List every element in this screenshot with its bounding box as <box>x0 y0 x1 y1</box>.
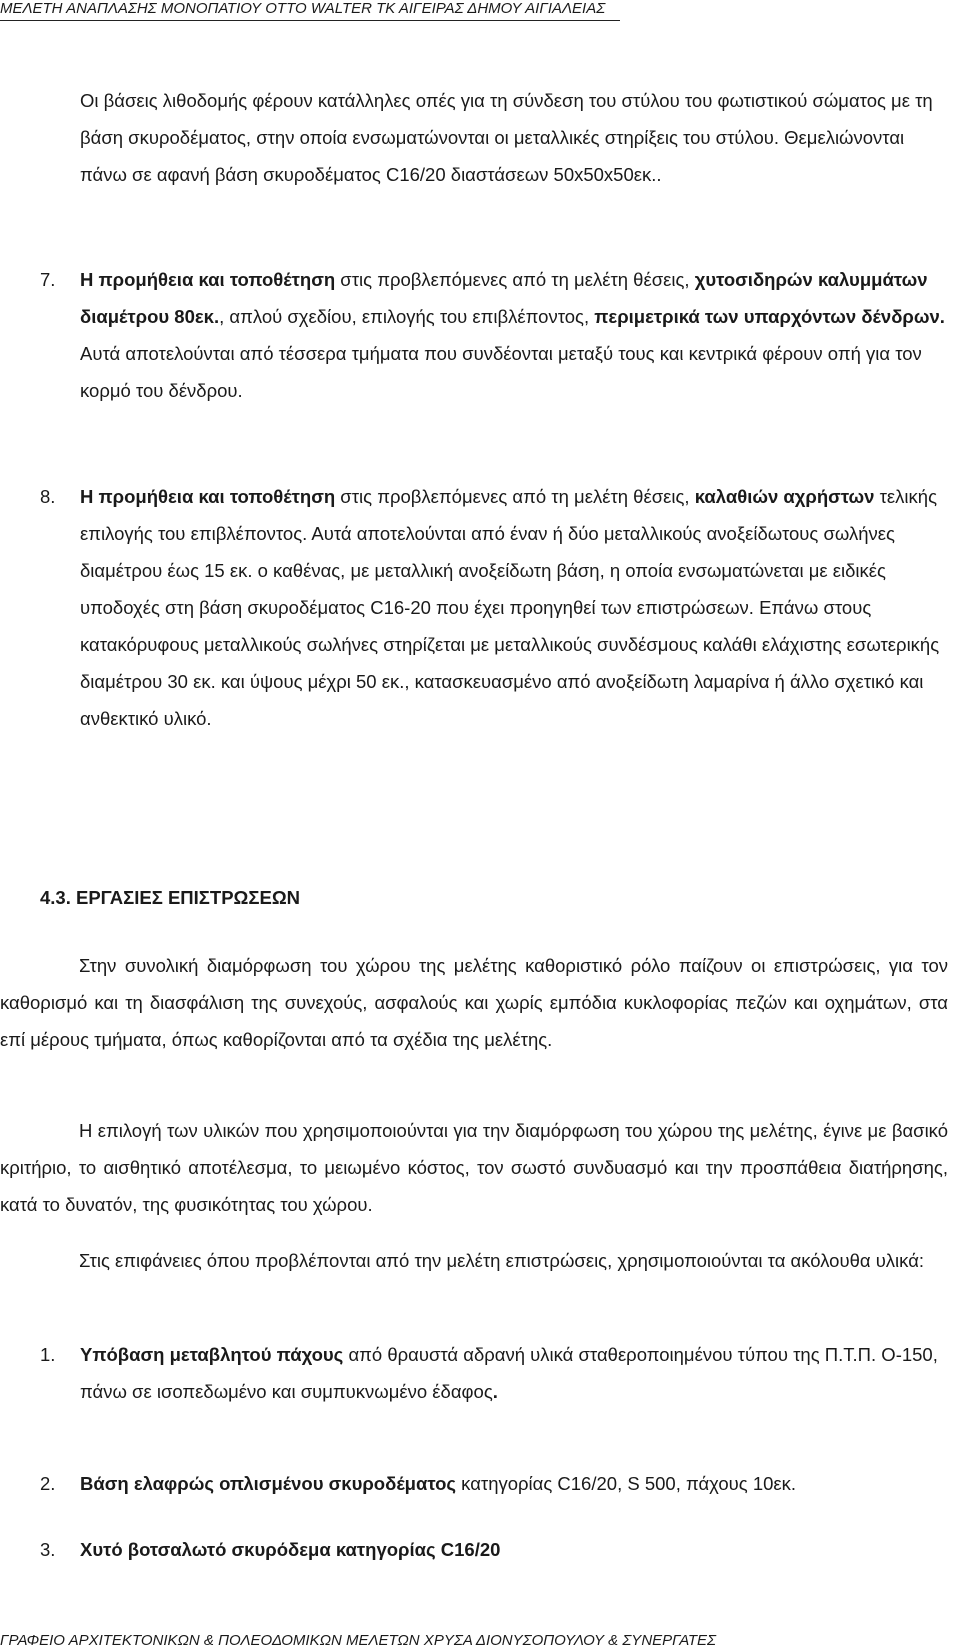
material-1-number: 1. <box>40 1344 56 1365</box>
section-heading: 4.3. ΕΡΓΑΣΙΕΣ ΕΠΙΣΤΡΩΣΕΩΝ <box>40 887 301 908</box>
item-7-bold-1: Η προμήθεια και τοποθέτηση <box>80 269 336 290</box>
item-8-number: 8. <box>40 486 56 507</box>
section-paragraph-1: Στην συνολική διαμόρφωση του χώρου της μελέτης καθοριστικό ρόλο παίζουν οι επιστρώσεις, για τον καθορισμό και τη διασφάλιση της συνεχούς, ασφαλούς και χωρίς εμπόδια κυκλοφορίας πεζών και οχημάτων, στα επί μέρους τμήματα, όπως καθορίζονται από τα σχέδια της μελέτης. <box>0 955 948 1050</box>
item-7-description: Αυτά αποτελούνται από τέσσερα τμήματα που συνδέονται μεταξύ τους και κεντρικά φέρουν οπή για τον κορμό του δένδρου. <box>80 343 922 401</box>
item-7-main <box>80 261 948 335</box>
section-paragraph-2: Η επιλογή των υλικών που χρησιμοποιούνται για την διαμόρφωση του χώρου της μελέτης, έγινε με βασικό κριτήριο, το αισθητικό αποτέλεσμα, το μειωμένο κόστος, τον σωστό συνδυασμό και την προσπάθεια διατήρησης, κατά το δυνατόν, της φυσικότητας του χώρου. <box>0 1120 948 1215</box>
material-1-text: από θραυστά αδρανή υλικά σταθεροποιημένου τύπου της Π.Τ.Π. Ο-150, πάνω σε ισοπεδωμένο και συμπυκνωμένο έδαφος <box>80 1344 938 1402</box>
material-2-text: κατηγορίας C16/20, S 500, πάχους 10εκ. <box>456 1473 797 1494</box>
running-header <box>0 0 620 21</box>
material-2 <box>80 1465 948 1502</box>
material-1-bold: Υπόβαση μεταβλητού πάχους <box>80 1344 344 1365</box>
item-7-bold-2: χυτοσιδηρών καλυμμάτων διαμέτρου 80εκ. <box>80 269 928 327</box>
material-3 <box>80 1531 948 1568</box>
material-3-bold: Χυτό βοτσαλωτό σκυρόδεμα κατηγορίας C16/20 <box>80 1539 501 1560</box>
item-8-bold-2: καλαθιών αχρήστων <box>694 486 875 507</box>
item-7-bold-3: περιμετρικά των υπαρχόντων δένδρων. <box>594 306 945 327</box>
intro-paragraph: Οι βάσεις λιθοδομής φέρουν κατάλληλες οπές για τη σύνδεση του στύλου του φωτιστικού σώματος με τη βάση σκυροδέματος, στην οποία ενσωματώνονται οι μεταλλικές στηρίξεις του στύλου. Θεμελιώνονται πάνω σε αφανή βάση σκυροδέματος C16/20 διαστάσεων 50x50x50εκ.. <box>80 90 933 185</box>
item-8-text-2: τελικής επιλογής του επιβλέποντος. Αυτά αποτελούνται από έναν ή δύο μεταλλικούς ανοξείδωτους σωλήνες διαμέτρου έως 15 εκ. ο καθένας, με μεταλλική ανοξείδωτη βάση, η οποία ενσωματώνεται με ειδικές υποδοχές στη βάση σκυροδέματος C16-20 που έχει προηγηθεί των επιστρώσεων. Επάνω στους κατακόρυφους μεταλλικούς σωλήνες στηρίζεται με μεταλλικούς συνδέσμους καλάθι ελάχιστης εσωτερικής διαμέτρου 30 εκ. και ύψους μέχρι 50 εκ., κατασκευασμένο από ανοξείδωτη λαμαρίνα ή άλλο σχετικό και ανθεκτικό υλικό. <box>80 486 940 729</box>
section-paragraph-3: Στις επιφάνειες όπου προβλέπονται από την μελέτη επιστρώσεις, χρησιμοποιούνται τα ακόλουθα υλικά: <box>79 1250 925 1271</box>
header-rule <box>0 20 620 21</box>
material-1-trail: . <box>492 1381 498 1402</box>
item-7-number: 7. <box>40 269 56 290</box>
material-2-bold: Βάση ελαφρώς οπλισμένου σκυροδέματος <box>80 1473 457 1494</box>
material-2-number: 2. <box>40 1473 56 1494</box>
item-8 <box>80 478 948 737</box>
material-1 <box>80 1336 948 1410</box>
running-footer: ΓΡΑΦΕΙΟ ΑΡΧΙΤΕΚΤΟΝΙΚΩΝ & ΠΟΛΕΟΔΟΜΙΚΩΝ ΜΕΛΕΤΩΝ ΧΡΥΣΑ ΔΙΟΝΥΣΟΠΟΥΛΟΥ & ΣΥΝΕΡΓΑΤΕΣ <box>0 1632 716 1649</box>
material-3-number: 3. <box>40 1539 56 1560</box>
running-header-title: ΜΕΛΕΤΗ ΑΝΑΠΛΑΣΗΣ ΜΟΝΟΠΑΤΙΟΥ ΟΤΤΟ WALTER ΤΚ ΑΙΓΕΙΡΑΣ ΔΗΜΟΥ ΑΙΓΙΑΛΕΙΑΣ <box>0 0 606 17</box>
item-7-text-2: , απλού σχεδίου, επιλογής του επιβλέποντος, <box>219 306 595 327</box>
item-7-text-1: στις προβλεπόμενες από τη μελέτη θέσεις, <box>335 269 695 290</box>
item-7 <box>80 261 948 409</box>
item-8-bold-1: Η προμήθεια και τοποθέτηση <box>80 486 336 507</box>
item-8-text-1: στις προβλεπόμενες από τη μελέτη θέσεις, <box>335 486 695 507</box>
